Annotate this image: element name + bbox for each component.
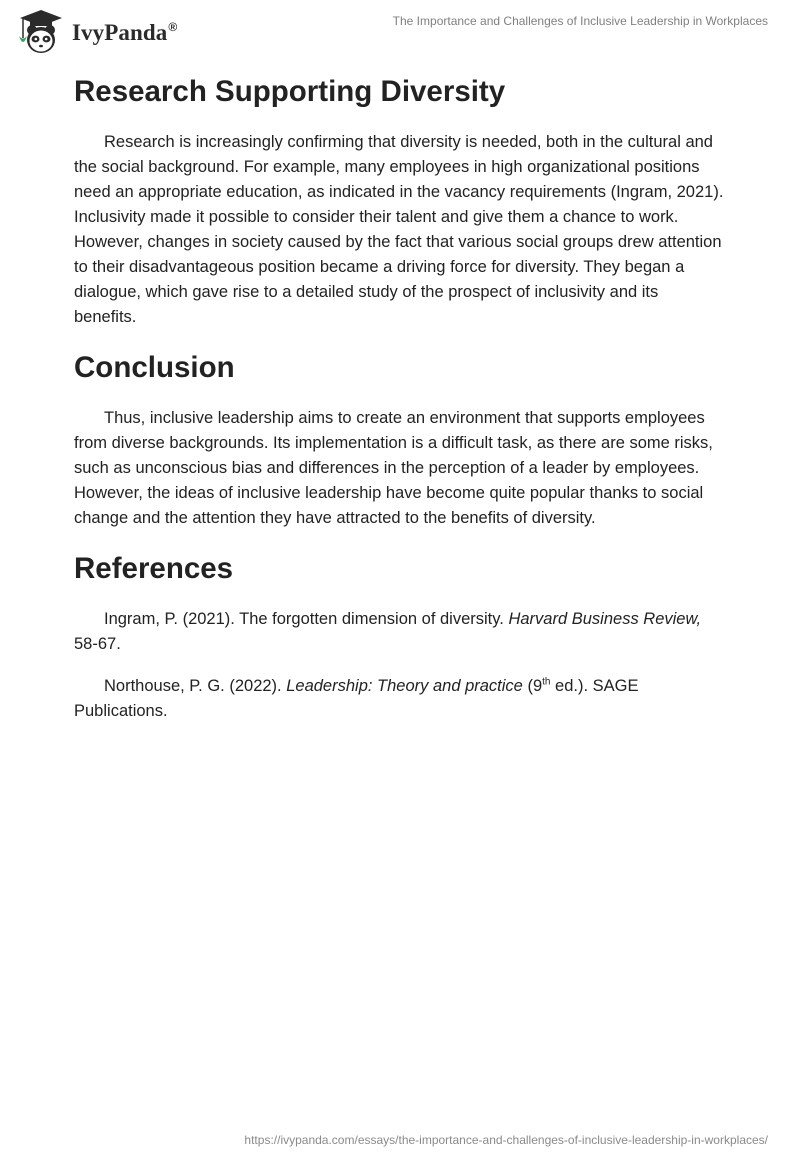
conclusion-heading: Conclusion bbox=[74, 351, 235, 384]
brand-logo[interactable] bbox=[14, 8, 177, 56]
reference-item: Northouse, P. G. (2022). Leadership: Theory and practice (9th ed.). SAGE Publications. bbox=[74, 676, 639, 720]
registered-mark: ® bbox=[168, 20, 178, 35]
page-header bbox=[0, 0, 800, 60]
conclusion-paragraph: Thus, inclusive leadership aims to create an environment that supports employees from diverse backgrounds. Its implementation is a difficult task, as there are some risks, such as unconscious bias and differences in the perception of a leader by employees. However, the ideas of inclusive leadership have become quite popular thanks to social change and the attention they have attracted to the benefits of diversity. bbox=[74, 409, 713, 527]
panda-graduate-icon bbox=[14, 8, 68, 56]
book-title: Leadership: Theory and practice bbox=[286, 677, 523, 695]
running-title: The Importance and Challenges of Inclusive Leadership in Workplaces bbox=[392, 14, 768, 28]
brand-name: IvyPanda® bbox=[72, 20, 178, 45]
research-paragraph: Research is increasingly confirming that diversity is needed, both in the cultural and the social background. For example, many employees in high organizational positions need an appropriate education, as indicated in the vacancy requirements (Ingram, 2021). Inclusivity made it possible to consider their talent and give them a chance to work. However, changes in society caused by the fact that various social groups drew attention to their disadvantageous position became a driving force for diversity. They began a dialogue, which gave rise to a detailed study of the prospect of inclusivity and its benefits. bbox=[74, 133, 724, 326]
document-body bbox=[74, 72, 724, 741]
reference-item: Ingram, P. (2021). The forgotten dimension of diversity. Harvard Business Review, 58-67. bbox=[74, 610, 702, 653]
source-url[interactable]: https://ivypanda.com/essays/the-importance-and-challenges-of-inclusive-leadership-in-workplaces/ bbox=[244, 1133, 768, 1147]
research-heading: Research Supporting Diversity bbox=[74, 75, 506, 108]
references-heading: References bbox=[74, 552, 234, 585]
journal-title: Harvard Business Review, bbox=[508, 610, 702, 628]
edition-superscript: th bbox=[542, 676, 551, 688]
reference-list bbox=[74, 607, 724, 724]
